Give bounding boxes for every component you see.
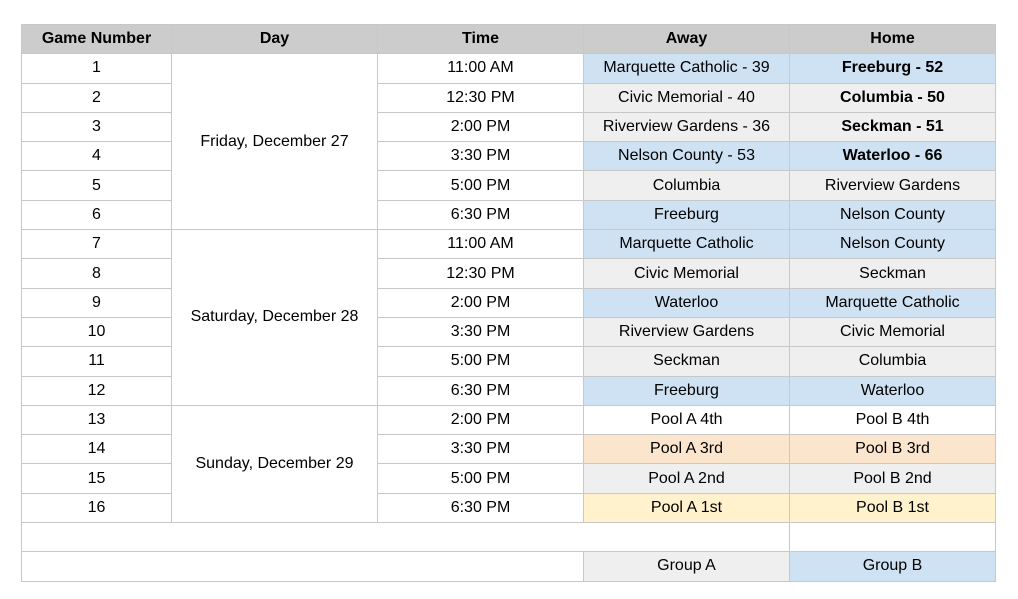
time-cell: 11:00 AM bbox=[378, 54, 584, 83]
away-team-cell: Marquette Catholic - 39 bbox=[584, 54, 790, 83]
home-team-cell: Marquette Catholic bbox=[790, 288, 996, 317]
away-team-cell: Civic Memorial - 40 bbox=[584, 83, 790, 112]
home-team-cell: Pool B 1st bbox=[790, 493, 996, 522]
legend-group-b: Group B bbox=[790, 552, 996, 581]
spacer-row bbox=[22, 523, 996, 552]
day-cell: Friday, December 27 bbox=[172, 54, 378, 230]
game-row bbox=[22, 171, 996, 200]
spacer-cell bbox=[790, 523, 996, 552]
away-team-cell: Freeburg bbox=[584, 376, 790, 405]
legend-row bbox=[22, 552, 996, 581]
header-home: Home bbox=[790, 25, 996, 54]
away-team-cell: Riverview Gardens bbox=[584, 317, 790, 346]
home-team-cell: Waterloo bbox=[790, 376, 996, 405]
game-row bbox=[22, 259, 996, 288]
home-team-cell: Seckman - 51 bbox=[790, 112, 996, 141]
game-number-cell: 15 bbox=[22, 464, 172, 493]
home-team-cell: Nelson County bbox=[790, 200, 996, 229]
game-number-cell: 1 bbox=[22, 54, 172, 83]
game-row bbox=[22, 83, 996, 112]
time-cell: 6:30 PM bbox=[378, 493, 584, 522]
game-number-cell: 7 bbox=[22, 230, 172, 259]
away-team-cell: Freeburg bbox=[584, 200, 790, 229]
away-team-cell: Pool A 2nd bbox=[584, 464, 790, 493]
game-number-cell: 12 bbox=[22, 376, 172, 405]
game-number-cell: 9 bbox=[22, 288, 172, 317]
time-cell: 2:00 PM bbox=[378, 112, 584, 141]
away-team-cell: Pool A 3rd bbox=[584, 435, 790, 464]
home-team-cell: Riverview Gardens bbox=[790, 171, 996, 200]
game-row bbox=[22, 317, 996, 346]
header-time: Time bbox=[378, 25, 584, 54]
time-cell: 3:30 PM bbox=[378, 435, 584, 464]
game-row bbox=[22, 464, 996, 493]
time-cell: 2:00 PM bbox=[378, 405, 584, 434]
game-row bbox=[22, 493, 996, 522]
time-cell: 11:00 AM bbox=[378, 230, 584, 259]
time-cell: 2:00 PM bbox=[378, 288, 584, 317]
home-team-cell: Civic Memorial bbox=[790, 317, 996, 346]
game-number-cell: 10 bbox=[22, 317, 172, 346]
away-team-cell: Pool A 4th bbox=[584, 405, 790, 434]
game-number-cell: 14 bbox=[22, 435, 172, 464]
time-cell: 6:30 PM bbox=[378, 200, 584, 229]
day-cell: Saturday, December 28 bbox=[172, 230, 378, 406]
home-team-cell: Columbia - 50 bbox=[790, 83, 996, 112]
home-team-cell: Pool B 3rd bbox=[790, 435, 996, 464]
away-team-cell: Seckman bbox=[584, 347, 790, 376]
time-cell: 3:30 PM bbox=[378, 317, 584, 346]
game-row bbox=[22, 142, 996, 171]
game-row bbox=[22, 54, 996, 83]
header-away: Away bbox=[584, 25, 790, 54]
game-number-cell: 11 bbox=[22, 347, 172, 376]
time-cell: 5:00 PM bbox=[378, 464, 584, 493]
legend-blank-cell bbox=[22, 552, 584, 581]
game-number-cell: 2 bbox=[22, 83, 172, 112]
game-number-cell: 8 bbox=[22, 259, 172, 288]
home-team-cell: Columbia bbox=[790, 347, 996, 376]
home-team-cell: Waterloo - 66 bbox=[790, 142, 996, 171]
spacer-cell bbox=[22, 523, 790, 552]
game-number-cell: 3 bbox=[22, 112, 172, 141]
away-team-cell: Pool A 1st bbox=[584, 493, 790, 522]
away-team-cell: Riverview Gardens - 36 bbox=[584, 112, 790, 141]
time-cell: 3:30 PM bbox=[378, 142, 584, 171]
time-cell: 6:30 PM bbox=[378, 376, 584, 405]
header-day: Day bbox=[172, 25, 378, 54]
game-row bbox=[22, 200, 996, 229]
schedule-body bbox=[22, 54, 996, 523]
game-row bbox=[22, 405, 996, 434]
away-team-cell: Nelson County - 53 bbox=[584, 142, 790, 171]
time-cell: 5:00 PM bbox=[378, 347, 584, 376]
game-row bbox=[22, 347, 996, 376]
header-row bbox=[22, 25, 996, 54]
home-team-cell: Pool B 2nd bbox=[790, 464, 996, 493]
game-number-cell: 6 bbox=[22, 200, 172, 229]
home-team-cell: Seckman bbox=[790, 259, 996, 288]
away-team-cell: Marquette Catholic bbox=[584, 230, 790, 259]
home-team-cell: Freeburg - 52 bbox=[790, 54, 996, 83]
time-cell: 12:30 PM bbox=[378, 259, 584, 288]
game-row bbox=[22, 435, 996, 464]
day-cell: Sunday, December 29 bbox=[172, 405, 378, 522]
away-team-cell: Columbia bbox=[584, 171, 790, 200]
game-row bbox=[22, 376, 996, 405]
game-number-cell: 16 bbox=[22, 493, 172, 522]
schedule-table bbox=[21, 24, 996, 582]
time-cell: 12:30 PM bbox=[378, 83, 584, 112]
home-team-cell: Nelson County bbox=[790, 230, 996, 259]
game-row bbox=[22, 112, 996, 141]
legend-group-a: Group A bbox=[584, 552, 790, 581]
game-row bbox=[22, 288, 996, 317]
header-game-number: Game Number bbox=[22, 25, 172, 54]
away-team-cell: Civic Memorial bbox=[584, 259, 790, 288]
time-cell: 5:00 PM bbox=[378, 171, 584, 200]
away-team-cell: Waterloo bbox=[584, 288, 790, 317]
game-row bbox=[22, 230, 996, 259]
game-number-cell: 5 bbox=[22, 171, 172, 200]
game-number-cell: 4 bbox=[22, 142, 172, 171]
game-number-cell: 13 bbox=[22, 405, 172, 434]
home-team-cell: Pool B 4th bbox=[790, 405, 996, 434]
